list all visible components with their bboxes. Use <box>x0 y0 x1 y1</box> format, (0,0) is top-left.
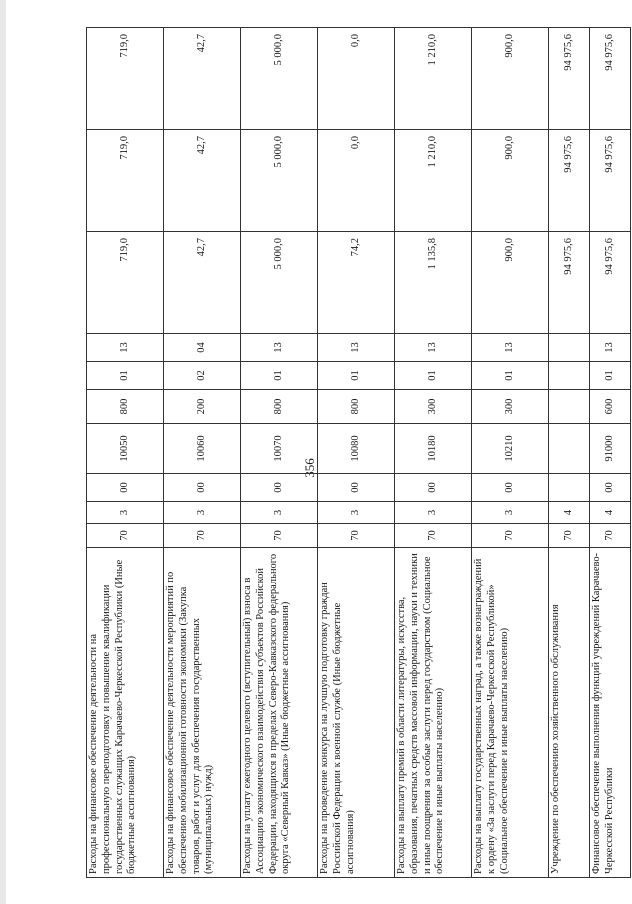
amount-cell: 0,0 <box>318 28 395 130</box>
scan-edge <box>0 0 6 904</box>
amount-cell: 42,7 <box>164 130 241 232</box>
amount-cell: 1 210,0 <box>395 130 472 232</box>
code-cell: 70 <box>87 524 164 548</box>
code-cell: 300 <box>472 390 549 424</box>
code-cell: 00 <box>472 474 549 502</box>
code-cell: 800 <box>241 390 318 424</box>
row-description: Расходы на выплату государственных наград, а также вознаграждений к ордену «За заслуги перед Карачаево-Черкесской Республикой» (Социальное обеспечение и иные выплаты населению) <box>472 548 549 878</box>
budget-table <box>86 27 631 878</box>
code-cell: 00 <box>590 474 631 502</box>
table-row <box>87 28 164 878</box>
code-cell: 00 <box>318 474 395 502</box>
code-cell: 4 <box>590 502 631 524</box>
code-cell <box>549 390 590 424</box>
code-cell: 3 <box>472 502 549 524</box>
code-cell: 600 <box>590 390 631 424</box>
rotated-page <box>86 28 626 878</box>
table-row <box>590 28 631 878</box>
code-cell: 00 <box>164 474 241 502</box>
code-cell: 10180 <box>395 424 472 474</box>
amount-cell: 42,7 <box>164 28 241 130</box>
code-cell: 3 <box>318 502 395 524</box>
amount-cell: 94 975,6 <box>590 28 631 130</box>
table-row <box>164 28 241 878</box>
amount-cell: 900,0 <box>472 130 549 232</box>
code-cell: 01 <box>318 362 395 390</box>
row-description: Расходы на выплату премий в области литературы, искусства, образования, печатных средств массовой информации, науки и техники и иные поощрения за особые заслуги перед государством (Социальное обеспечение и иные выплаты населению) <box>395 548 472 878</box>
code-cell: 13 <box>590 334 631 362</box>
amount-cell: 900,0 <box>472 28 549 130</box>
code-cell <box>549 474 590 502</box>
amount-cell: 5 000,0 <box>241 232 318 334</box>
code-cell: 10080 <box>318 424 395 474</box>
code-cell: 300 <box>395 390 472 424</box>
code-cell: 70 <box>590 524 631 548</box>
code-cell <box>549 334 590 362</box>
amount-cell: 5 000,0 <box>241 28 318 130</box>
amount-cell: 900,0 <box>472 232 549 334</box>
page-number: 356 <box>301 458 317 478</box>
amount-cell: 94 975,6 <box>590 232 631 334</box>
code-cell: 13 <box>87 334 164 362</box>
code-cell: 70 <box>241 524 318 548</box>
table-row <box>241 28 318 878</box>
row-description: Расходы на финансовое обеспечение деятельности мероприятий по обеспечению мобилизационной готовности экономики (Закупка товаров, работ и услуг для обеспечения государственных (муниципальных) нужд) <box>164 548 241 878</box>
row-description: Расходы на проведение конкурса на лучшую подготовку граждан Российской Федерации к военной службе (Иные бюджетные ассигнования) <box>318 548 395 878</box>
amount-cell: 719,0 <box>87 232 164 334</box>
amount-cell: 1 135,8 <box>395 232 472 334</box>
row-description: Учреждение по обеспечению хозяйственного обслуживания <box>549 548 590 878</box>
code-cell: 13 <box>241 334 318 362</box>
code-cell: 70 <box>318 524 395 548</box>
table-row <box>395 28 472 878</box>
table-body <box>87 28 631 878</box>
code-cell <box>549 362 590 390</box>
code-cell: 01 <box>87 362 164 390</box>
table-row <box>472 28 549 878</box>
code-cell: 800 <box>318 390 395 424</box>
amount-cell: 0,0 <box>318 130 395 232</box>
code-cell: 10060 <box>164 424 241 474</box>
code-cell: 04 <box>164 334 241 362</box>
row-description: Расходы на финансовое обеспечение деятельности на профессиональную переподготовку и повышение квалификации государственных служащих Карачаево-Черкесской Республики (Иные бюджетные ассигнования) <box>87 548 164 878</box>
code-cell: 91000 <box>590 424 631 474</box>
amount-cell: 74,2 <box>318 232 395 334</box>
amount-cell: 1 210,0 <box>395 28 472 130</box>
code-cell: 70 <box>395 524 472 548</box>
amount-cell: 94 975,6 <box>549 28 590 130</box>
code-cell: 13 <box>395 334 472 362</box>
code-cell: 800 <box>87 390 164 424</box>
code-cell: 3 <box>241 502 318 524</box>
code-cell: 70 <box>549 524 590 548</box>
amount-cell: 719,0 <box>87 28 164 130</box>
table-row <box>318 28 395 878</box>
code-cell: 00 <box>241 474 318 502</box>
table-row <box>549 28 590 878</box>
code-cell: 13 <box>472 334 549 362</box>
amount-cell: 719,0 <box>87 130 164 232</box>
code-cell: 01 <box>590 362 631 390</box>
amount-cell: 94 975,6 <box>590 130 631 232</box>
code-cell: 10210 <box>472 424 549 474</box>
amount-cell: 5 000,0 <box>241 130 318 232</box>
code-cell: 01 <box>241 362 318 390</box>
amount-cell: 42,7 <box>164 232 241 334</box>
code-cell: 01 <box>395 362 472 390</box>
row-description: Расходы на уплату ежегодного целевого (вступительный) взноса в Ассоциацию экономического взаимодействия субъектов Российской Федерации, находящихся в пределах Северо-Кавказского федерального округа «Северный Кавказ» (Иные бюджетные ассигнования) <box>241 548 318 878</box>
amount-cell: 94 975,6 <box>549 232 590 334</box>
code-cell: 10050 <box>87 424 164 474</box>
code-cell: 3 <box>164 502 241 524</box>
code-cell: 3 <box>87 502 164 524</box>
code-cell: 10070 <box>241 424 318 474</box>
code-cell: 3 <box>395 502 472 524</box>
code-cell <box>549 424 590 474</box>
code-cell: 200 <box>164 390 241 424</box>
amount-cell: 94 975,6 <box>549 130 590 232</box>
code-cell: 00 <box>395 474 472 502</box>
code-cell: 02 <box>164 362 241 390</box>
code-cell: 70 <box>472 524 549 548</box>
code-cell: 00 <box>87 474 164 502</box>
row-description: Финансовое обеспечение выполнения функций учреждений Карачаево-Черкесской Республики <box>590 548 631 878</box>
code-cell: 13 <box>318 334 395 362</box>
code-cell: 70 <box>164 524 241 548</box>
code-cell: 01 <box>472 362 549 390</box>
code-cell: 4 <box>549 502 590 524</box>
